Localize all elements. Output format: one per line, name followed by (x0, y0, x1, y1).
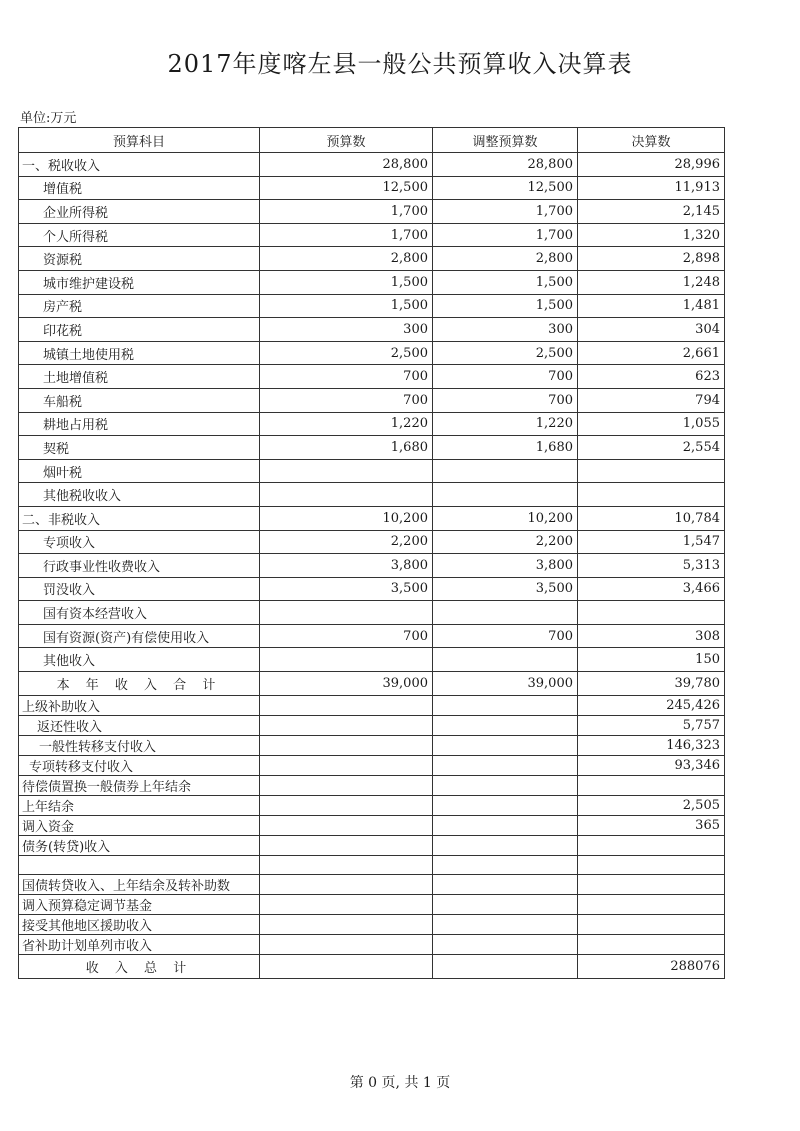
row-budget-cell (260, 835, 433, 855)
row-final-cell (578, 601, 725, 625)
row-budget-cell (260, 795, 433, 815)
row-final-cell: 1,547 (578, 530, 725, 554)
row-subject-cell: 一、税收收入 (19, 153, 260, 177)
row-adjusted-cell: 2,200 (433, 530, 578, 554)
row-subject-cell: 收 入 总 计 (19, 955, 260, 979)
row-budget-cell: 3,500 (260, 577, 433, 601)
row-subject-cell: 调入资金 (19, 815, 260, 835)
row-subject-cell: 契税 (19, 436, 260, 460)
table-row (19, 153, 725, 177)
row-adjusted-cell: 1,680 (433, 436, 578, 460)
row-final-cell: 2,554 (578, 436, 725, 460)
row-subject-cell: 房产税 (19, 294, 260, 318)
row-budget-cell: 1,700 (260, 200, 433, 224)
row-subject-cell: 城镇土地使用税 (19, 341, 260, 365)
row-budget-cell: 3,800 (260, 554, 433, 578)
row-adjusted-cell (433, 695, 578, 715)
table-row (19, 365, 725, 389)
row-final-cell: 5,313 (578, 554, 725, 578)
row-subject-cell: 国债转贷收入、上年结余及转补助数 (19, 875, 260, 895)
row-adjusted-cell (433, 795, 578, 815)
row-adjusted-cell (433, 715, 578, 735)
row-final-cell (578, 895, 725, 915)
row-subject-cell: 罚没收入 (19, 577, 260, 601)
row-adjusted-cell: 3,500 (433, 577, 578, 601)
row-final-cell: 39,780 (578, 672, 725, 696)
row-subject-cell: 国有资本经营收入 (19, 601, 260, 625)
row-adjusted-cell (433, 601, 578, 625)
row-subject-cell: 调入预算稳定调节基金 (19, 895, 260, 915)
row-adjusted-cell (433, 735, 578, 755)
row-adjusted-cell: 1,500 (433, 294, 578, 318)
row-final-cell: 2,898 (578, 247, 725, 271)
table-row (19, 176, 725, 200)
table-row (19, 795, 725, 815)
row-final-cell: 93,346 (578, 755, 725, 775)
row-adjusted-cell: 12,500 (433, 176, 578, 200)
row-budget-cell: 700 (260, 388, 433, 412)
row-subject-cell: 车船税 (19, 388, 260, 412)
row-adjusted-cell (433, 955, 578, 979)
row-final-cell: 5,757 (578, 715, 725, 735)
row-adjusted-cell: 300 (433, 318, 578, 342)
row-budget-cell (260, 915, 433, 935)
row-adjusted-cell (433, 915, 578, 935)
table-row (19, 915, 725, 935)
row-budget-cell (260, 775, 433, 795)
row-budget-cell: 700 (260, 365, 433, 389)
row-final-cell: 150 (578, 648, 725, 672)
row-adjusted-cell: 28,800 (433, 153, 578, 177)
unit-label: 单位:万元 (20, 111, 77, 126)
row-budget-cell: 1,500 (260, 294, 433, 318)
row-budget-cell: 2,500 (260, 341, 433, 365)
row-final-cell: 308 (578, 624, 725, 648)
budget-table (18, 127, 725, 979)
row-final-cell (578, 935, 725, 955)
column-header-adjusted: 调整预算数 (433, 128, 578, 153)
row-budget-cell (260, 815, 433, 835)
row-subject-cell: 耕地占用税 (19, 412, 260, 436)
row-budget-cell (260, 601, 433, 625)
row-budget-cell: 1,500 (260, 270, 433, 294)
row-subject-cell: 国有资源(资产)有偿使用收入 (19, 624, 260, 648)
row-adjusted-cell: 2,800 (433, 247, 578, 271)
row-adjusted-cell (433, 935, 578, 955)
page-title: 2017年度喀左县一般公共预算收入决算表 (167, 50, 633, 78)
row-adjusted-cell (433, 755, 578, 775)
table-row (19, 855, 725, 875)
row-final-cell (578, 483, 725, 507)
row-budget-cell: 10,200 (260, 506, 433, 530)
table-body (19, 153, 725, 979)
column-header-final: 决算数 (578, 128, 725, 153)
row-final-cell: 304 (578, 318, 725, 342)
row-final-cell: 623 (578, 365, 725, 389)
table-row (19, 695, 725, 715)
row-adjusted-cell (433, 775, 578, 795)
row-subject-cell: 上级补助收入 (19, 695, 260, 715)
table-row (19, 294, 725, 318)
table-row (19, 755, 725, 775)
page-footer: 第 0 页, 共 1 页 (349, 1075, 451, 1091)
row-budget-cell: 300 (260, 318, 433, 342)
table-row (19, 223, 725, 247)
row-subject-cell: 债务(转贷)收入 (19, 835, 260, 855)
row-budget-cell: 28,800 (260, 153, 433, 177)
table-row (19, 955, 725, 979)
row-final-cell (578, 915, 725, 935)
row-final-cell: 11,913 (578, 176, 725, 200)
row-final-cell (578, 835, 725, 855)
row-budget-cell (260, 855, 433, 875)
row-adjusted-cell: 700 (433, 624, 578, 648)
row-subject-cell: 接受其他地区援助收入 (19, 915, 260, 935)
row-adjusted-cell: 1,220 (433, 412, 578, 436)
row-final-cell: 1,055 (578, 412, 725, 436)
row-final-cell: 2,505 (578, 795, 725, 815)
row-final-cell (578, 459, 725, 483)
row-subject-cell: 一般性转移支付收入 (19, 735, 260, 755)
row-adjusted-cell: 10,200 (433, 506, 578, 530)
row-adjusted-cell (433, 875, 578, 895)
row-budget-cell: 39,000 (260, 672, 433, 696)
row-adjusted-cell (433, 648, 578, 672)
row-subject-cell (19, 855, 260, 875)
row-budget-cell: 12,500 (260, 176, 433, 200)
row-subject-cell: 资源税 (19, 247, 260, 271)
row-adjusted-cell: 39,000 (433, 672, 578, 696)
table-row (19, 483, 725, 507)
column-header-budget: 预算数 (260, 128, 433, 153)
row-budget-cell (260, 955, 433, 979)
row-budget-cell (260, 695, 433, 715)
row-adjusted-cell: 1,700 (433, 223, 578, 247)
table-row (19, 648, 725, 672)
row-subject-cell: 企业所得税 (19, 200, 260, 224)
row-subject-cell: 本 年 收 入 合 计 (19, 672, 260, 696)
row-subject-cell: 增值税 (19, 176, 260, 200)
row-adjusted-cell: 1,700 (433, 200, 578, 224)
table-row (19, 341, 725, 365)
table-row (19, 601, 725, 625)
row-budget-cell (260, 755, 433, 775)
row-adjusted-cell: 700 (433, 365, 578, 389)
table-row (19, 672, 725, 696)
row-subject-cell: 土地增值税 (19, 365, 260, 389)
table-row (19, 935, 725, 955)
table-row (19, 459, 725, 483)
row-budget-cell: 1,680 (260, 436, 433, 460)
row-budget-cell (260, 875, 433, 895)
row-final-cell: 288076 (578, 955, 725, 979)
column-header-subject: 预算科目 (19, 128, 260, 153)
row-subject-cell: 返还性收入 (19, 715, 260, 735)
table-row (19, 270, 725, 294)
row-final-cell (578, 855, 725, 875)
row-budget-cell (260, 895, 433, 915)
row-subject-cell: 专项收入 (19, 530, 260, 554)
row-final-cell: 1,481 (578, 294, 725, 318)
row-adjusted-cell: 1,500 (433, 270, 578, 294)
row-subject-cell: 二、非税收入 (19, 506, 260, 530)
row-adjusted-cell (433, 459, 578, 483)
row-subject-cell: 行政事业性收费收入 (19, 554, 260, 578)
row-adjusted-cell (433, 483, 578, 507)
row-final-cell: 365 (578, 815, 725, 835)
row-budget-cell: 1,700 (260, 223, 433, 247)
table-row (19, 895, 725, 915)
row-budget-cell: 2,200 (260, 530, 433, 554)
row-final-cell: 1,248 (578, 270, 725, 294)
row-subject-cell: 省补助计划单列市收入 (19, 935, 260, 955)
row-subject-cell: 专项转移支付收入 (19, 755, 260, 775)
table-row (19, 554, 725, 578)
row-final-cell: 794 (578, 388, 725, 412)
row-final-cell: 2,145 (578, 200, 725, 224)
row-subject-cell: 烟叶税 (19, 459, 260, 483)
row-final-cell (578, 875, 725, 895)
table-row (19, 715, 725, 735)
table-row (19, 624, 725, 648)
row-adjusted-cell: 3,800 (433, 554, 578, 578)
row-adjusted-cell (433, 815, 578, 835)
table-row (19, 388, 725, 412)
row-adjusted-cell (433, 855, 578, 875)
row-budget-cell (260, 735, 433, 755)
row-adjusted-cell (433, 835, 578, 855)
row-final-cell: 245,426 (578, 695, 725, 715)
row-final-cell: 28,996 (578, 153, 725, 177)
row-budget-cell (260, 935, 433, 955)
row-budget-cell: 1,220 (260, 412, 433, 436)
row-final-cell: 3,466 (578, 577, 725, 601)
row-subject-cell: 城市维护建设税 (19, 270, 260, 294)
row-subject-cell: 其他收入 (19, 648, 260, 672)
row-adjusted-cell (433, 895, 578, 915)
table-row (19, 318, 725, 342)
row-budget-cell: 2,800 (260, 247, 433, 271)
row-subject-cell: 个人所得税 (19, 223, 260, 247)
row-subject-cell: 印花税 (19, 318, 260, 342)
row-final-cell: 1,320 (578, 223, 725, 247)
row-subject-cell: 待偿债置换一般债券上年结余 (19, 775, 260, 795)
table-row (19, 200, 725, 224)
row-final-cell: 10,784 (578, 506, 725, 530)
row-budget-cell (260, 715, 433, 735)
table-row (19, 875, 725, 895)
table-row (19, 775, 725, 795)
table-row (19, 530, 725, 554)
row-final-cell: 146,323 (578, 735, 725, 755)
table-row (19, 835, 725, 855)
row-final-cell (578, 775, 725, 795)
table-row (19, 577, 725, 601)
row-budget-cell (260, 459, 433, 483)
row-budget-cell (260, 483, 433, 507)
table-row (19, 735, 725, 755)
table-row (19, 247, 725, 271)
table-header-row (19, 128, 725, 153)
table-row (19, 412, 725, 436)
table-row (19, 506, 725, 530)
row-budget-cell (260, 648, 433, 672)
row-subject-cell: 上年结余 (19, 795, 260, 815)
row-adjusted-cell: 2,500 (433, 341, 578, 365)
table-row (19, 436, 725, 460)
row-budget-cell: 700 (260, 624, 433, 648)
row-final-cell: 2,661 (578, 341, 725, 365)
row-adjusted-cell: 700 (433, 388, 578, 412)
row-subject-cell: 其他税收收入 (19, 483, 260, 507)
table-row (19, 815, 725, 835)
